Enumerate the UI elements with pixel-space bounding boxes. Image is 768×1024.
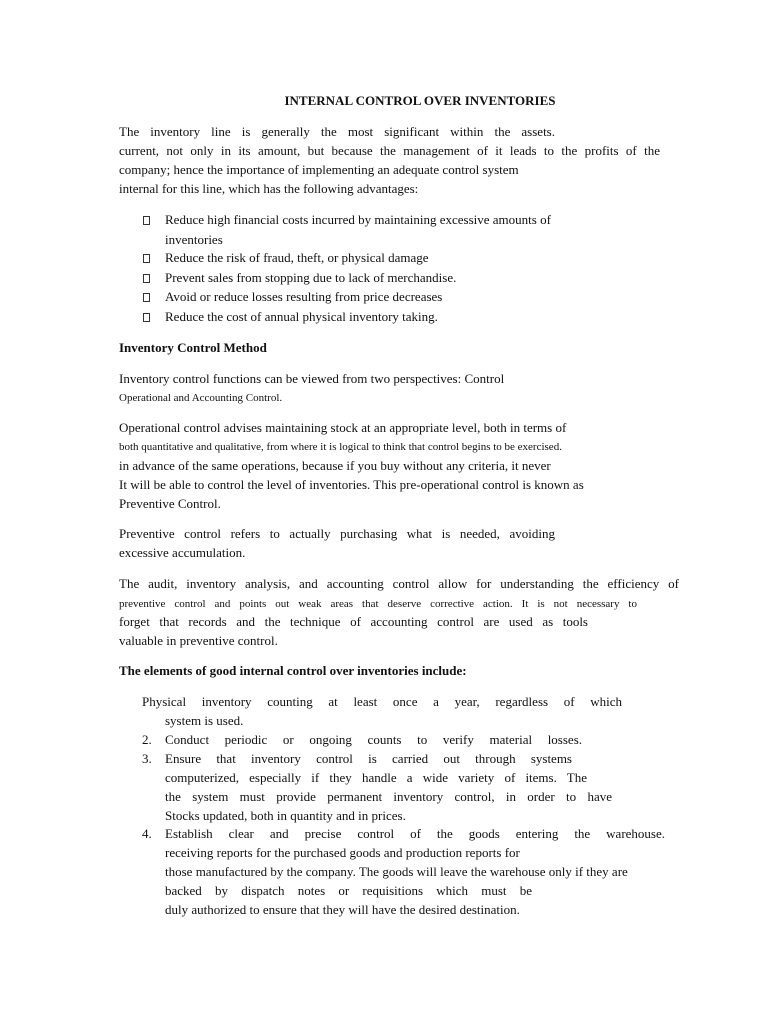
intro-line: internal for this line, which has the following advantages: bbox=[119, 181, 419, 196]
list-item: the system must provide permanent inventory control, in order to have bbox=[165, 789, 612, 804]
list-item: those manufactured by the company. The goods will leave the warehouse only if they are bbox=[165, 864, 628, 879]
paragraph-line: preventive control and points out weak areas that deserve corrective action. It is not necessary to bbox=[119, 598, 637, 610]
paragraph-line: Inventory control functions can be viewed from two perspectives: Control bbox=[119, 371, 505, 386]
paragraph-line: Operational control advises maintaining stock at an appropriate level, both in terms of bbox=[119, 420, 567, 435]
list-number: 2. bbox=[142, 732, 152, 747]
paragraph-line: Preventive control refers to actually purchasing what is needed, avoiding bbox=[119, 526, 555, 541]
bullet-icon bbox=[143, 293, 150, 302]
list-item: system is used. bbox=[165, 713, 244, 728]
list-item: Stocks updated, both in quantity and in prices. bbox=[165, 808, 406, 823]
list-item: Conduct periodic or ongoing counts to verify material losses. bbox=[165, 732, 582, 747]
paragraph-line: Operational and Accounting Control. bbox=[119, 392, 283, 404]
list-item: duly authorized to ensure that they will have the desired destination. bbox=[165, 902, 520, 917]
list-number: 4. bbox=[142, 826, 152, 841]
bullet-icon bbox=[143, 313, 150, 322]
section-heading: The elements of good internal control over inventories include: bbox=[119, 663, 467, 678]
paragraph-line: both quantitative and qualitative, from where it is logical to think that control begins to be exercised. bbox=[119, 441, 562, 453]
section-heading: Inventory Control Method bbox=[119, 340, 267, 355]
list-item: backed by dispatch notes or requisitions which must be bbox=[165, 883, 532, 898]
paragraph-line: Preventive Control. bbox=[119, 496, 221, 511]
intro-line: company; hence the importance of implementing an adequate control system bbox=[119, 162, 519, 177]
list-item: Ensure that inventory control is carried out through systems bbox=[165, 751, 572, 766]
list-item: Establish clear and precise control of the goods entering the warehouse. bbox=[165, 826, 665, 841]
paragraph-line: The audit, inventory analysis, and accounting control allow for understanding the efficiency of bbox=[119, 576, 679, 591]
intro-line: current, not only in its amount, but because the management of it leads to the profits of the bbox=[119, 143, 660, 158]
paragraph-line: valuable in preventive control. bbox=[119, 633, 278, 648]
list-item: computerized, especially if they handle a wide variety of items. The bbox=[165, 770, 587, 785]
bullet-icon bbox=[143, 274, 150, 283]
list-number: 3. bbox=[142, 751, 152, 766]
list-item: receiving reports for the purchased goods and production reports for bbox=[165, 845, 520, 860]
bullet-icon bbox=[143, 254, 150, 263]
intro-line: The inventory line is generally the most significant within the assets. bbox=[119, 124, 555, 139]
paragraph-line: in advance of the same operations, because if you buy without any criteria, it never bbox=[119, 458, 551, 473]
list-item: Physical inventory counting at least once a year, regardless of which bbox=[142, 694, 622, 709]
list-item: Reduce the cost of annual physical inventory taking. bbox=[165, 309, 438, 324]
page-title: INTERNAL CONTROL OVER INVENTORIES bbox=[284, 93, 556, 108]
list-item: inventories bbox=[165, 232, 223, 247]
list-item: Reduce the risk of fraud, theft, or physical damage bbox=[165, 250, 429, 265]
paragraph-line: forget that records and the technique of accounting control are used as tools bbox=[119, 614, 588, 629]
list-item: Prevent sales from stopping due to lack of merchandise. bbox=[165, 270, 457, 285]
list-item: Avoid or reduce losses resulting from price decreases bbox=[165, 289, 443, 304]
paragraph-line: It will be able to control the level of inventories. This pre-operational control is known as bbox=[119, 477, 584, 492]
paragraph-line: excessive accumulation. bbox=[119, 545, 246, 560]
list-item: Reduce high financial costs incurred by maintaining excessive amounts of bbox=[165, 212, 551, 227]
bullet-icon bbox=[143, 216, 150, 225]
